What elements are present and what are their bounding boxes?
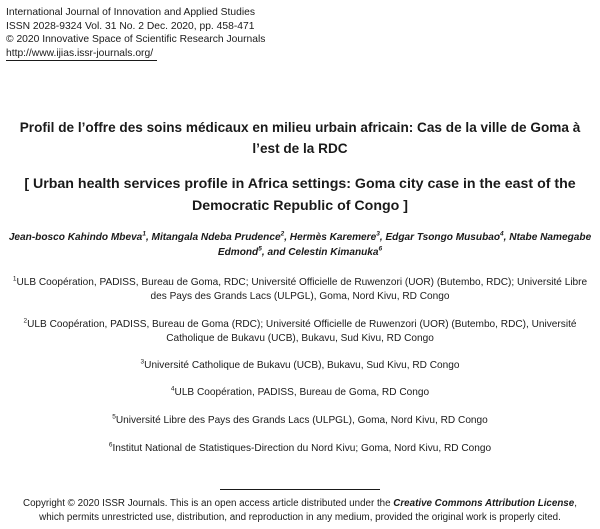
journal-name: International Journal of Innovation and Applied Studies xyxy=(6,7,256,18)
affiliation-number: 3 xyxy=(140,358,145,366)
author-name: Edgar Tsongo Musubao xyxy=(385,232,501,243)
journal-copyright: © 2020 Innovative Space of Scientific Research Journals xyxy=(6,34,266,46)
author-affil-number: 3 xyxy=(376,230,380,238)
affiliation-4 xyxy=(0,386,600,400)
affiliation-text: Université Libre des Pays des Grands Lacs (ULPGL), Goma, Nord Kivu, RD Congo xyxy=(115,415,488,426)
author-name: Celestin Kimanuka xyxy=(288,246,379,258)
author-separator: , xyxy=(503,232,510,243)
author-separator: , xyxy=(284,232,290,243)
affiliation-6 xyxy=(0,442,600,456)
copyright-notice xyxy=(0,497,600,525)
affiliation-number: 1 xyxy=(12,275,17,283)
affiliation-number: 6 xyxy=(108,441,113,449)
journal-issn: ISSN 2028-9324 Vol. 31 No. 2 Dec. 2020, pp. 458-471 xyxy=(6,20,255,32)
copyright-prefix: Copyright © 2020 ISSR Journals. This is an open access article distributed under the xyxy=(23,498,394,509)
footnote-divider xyxy=(220,489,380,490)
affiliation-number: 5 xyxy=(112,413,116,421)
author-name: Hermès Karemere xyxy=(289,232,377,243)
author-affil-number: 6 xyxy=(378,245,383,253)
affiliation-number: 4 xyxy=(170,385,175,393)
author-affil-number: 2 xyxy=(280,230,285,238)
title-english-line2: Democratic Republic of Congo ] xyxy=(192,198,408,214)
author-separator: , xyxy=(379,232,386,243)
affiliation-text: ULB Coopération, PADISS, Bureau de Goma, RD Congo xyxy=(174,387,430,398)
author-affil-number: 4 xyxy=(500,230,504,238)
author-name: Edmond xyxy=(217,246,259,258)
affiliation-1 xyxy=(0,276,600,304)
author-separator: , and xyxy=(261,246,289,258)
journal-header xyxy=(6,6,265,61)
author-name: Ntabe Namegabe xyxy=(509,232,592,243)
copyright-suffix: , xyxy=(574,498,577,509)
title-english-line1: [ Urban health services profile in Africa settings: Goma city case in the east of the xyxy=(24,176,576,192)
affiliation-text: Institut National de Statistiques-Direction du Nord Kivu; Goma, Nord Kivu, RD Congo xyxy=(112,443,492,454)
title-french xyxy=(0,117,600,159)
affiliation-number: 2 xyxy=(23,317,28,325)
title-french-line1: Profil de l’offre des soins médicaux en milieu urbain africain: Cas de la ville de Goma à xyxy=(19,120,581,135)
journal-url-link[interactable]: http://www.ijias.issr-journals.org/ xyxy=(6,47,157,62)
affiliation-5 xyxy=(0,414,600,428)
author-name: Mitangala Ndeba Prudence xyxy=(151,232,281,243)
author-affil-number: 5 xyxy=(258,245,262,253)
copyright-line2: which permits unrestricted use, distribution, and reproduction in any medium, provided the original work is properly cited. xyxy=(39,512,561,523)
affiliation-text: des Pays des Grands Lacs (ULPGL), Goma, Nord Kivu, RD Congo xyxy=(150,291,450,302)
author-separator: , xyxy=(145,232,152,243)
affiliation-2 xyxy=(0,318,600,346)
author-affil-number: 1 xyxy=(142,230,146,238)
license-name: Creative Commons Attribution License xyxy=(393,498,575,509)
affiliation-text: Catholique de Bukavu (UCB), Bukavu, Sud Kivu, RD Congo xyxy=(166,333,434,344)
author-name: Jean-bosco Kahindo Mbeva xyxy=(8,232,143,243)
affiliation-text: ULB Coopération, PADISS, Bureau de Goma (RDC); Université Officielle de Ruwenzori (UOR) (Butembo, RDC), Université xyxy=(27,319,577,330)
affiliation-text: ULB Coopération, PADISS, Bureau de Goma, RDC; Université Officielle de Ruwenzori (UOR) (Butembo, RDC); Université Libre xyxy=(16,277,588,288)
author-list xyxy=(0,231,600,260)
title-english xyxy=(0,173,600,217)
affiliation-text: Université Catholique de Bukavu (UCB), Bukavu, Sud Kivu, RD Congo xyxy=(144,360,460,371)
title-french-line2: l’est de la RDC xyxy=(252,141,348,156)
affiliation-3 xyxy=(0,359,600,373)
